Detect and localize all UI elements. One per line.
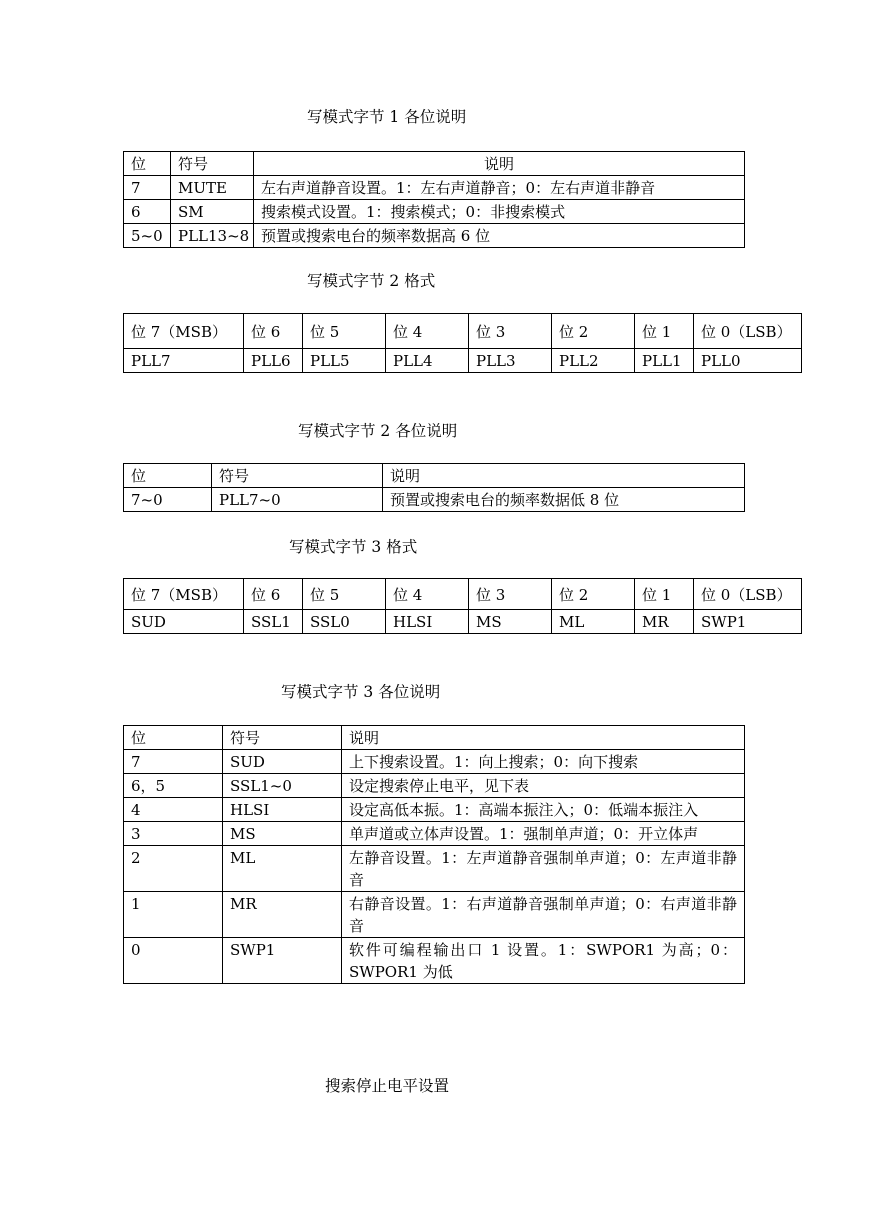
header-cell: 位 7（MSB）: [124, 579, 244, 610]
table-cell: PLL4: [386, 349, 469, 373]
header-cell: 位 0（LSB）: [694, 314, 802, 349]
table-cell: MS: [223, 822, 342, 846]
table-cell: PLL6: [244, 349, 303, 373]
table-cell: 4: [124, 798, 223, 822]
table-byte2-desc: [123, 463, 745, 512]
header-cell: 位 6: [244, 314, 303, 349]
table-cell: 7: [124, 750, 223, 774]
table-header-row: [124, 152, 745, 176]
table-row: [124, 938, 745, 984]
table-cell: SSL0: [303, 610, 386, 634]
table-header-row: [124, 726, 745, 750]
header-cell: 位 2: [552, 314, 635, 349]
table-cell: 3: [124, 822, 223, 846]
table-cell: 单声道或立体声设置。1：强制单声道；0：开立体声: [342, 822, 745, 846]
table-cell: PLL7~0: [212, 488, 383, 512]
table-cell: 7: [124, 176, 171, 200]
caption-byte1-desc: 写模式字节 1 各位说明: [307, 108, 467, 126]
header-cell: 位 6: [244, 579, 303, 610]
table-cell: 0: [124, 938, 223, 984]
table-cell: MR: [635, 610, 694, 634]
table-byte1-desc: [123, 151, 745, 248]
table-cell: 预置或搜索电台的频率数据高 6 位: [254, 224, 745, 248]
table-cell: PLL5: [303, 349, 386, 373]
table-cell: PLL3: [469, 349, 552, 373]
table-cell: SWP1: [694, 610, 802, 634]
table-row: [124, 846, 745, 892]
header-cell: 位 5: [303, 579, 386, 610]
table-cell: HLSI: [386, 610, 469, 634]
header-cell: 位 3: [469, 314, 552, 349]
table-cell: 2: [124, 846, 223, 892]
table-row: [124, 176, 745, 200]
table-cell: 搜索模式设置。1：搜索模式；0：非搜索模式: [254, 200, 745, 224]
table-cell: 预置或搜索电台的频率数据低 8 位: [383, 488, 745, 512]
table-cell: SSL1: [244, 610, 303, 634]
table-cell: SSL1~0: [223, 774, 342, 798]
table-row: [124, 349, 802, 373]
header-cell: 符号: [223, 726, 342, 750]
table-cell: SM: [171, 200, 254, 224]
header-cell: 位: [124, 464, 212, 488]
table-cell: 上下搜索设置。1：向上搜索；0：向下搜索: [342, 750, 745, 774]
table-cell: ML: [223, 846, 342, 892]
table-byte3-format: [123, 578, 802, 634]
table-header-row: [124, 314, 802, 349]
table-byte3-desc: [123, 725, 745, 984]
table-row: [124, 822, 745, 846]
table-header-row: [124, 464, 745, 488]
caption-byte3-format: 写模式字节 3 格式: [289, 538, 418, 556]
table-cell: MS: [469, 610, 552, 634]
table-row: [124, 488, 745, 512]
header-cell: 说明: [383, 464, 745, 488]
header-cell: 位 4: [386, 579, 469, 610]
table-header-row: [124, 579, 802, 610]
header-cell: 位 4: [386, 314, 469, 349]
header-cell: 位: [124, 726, 223, 750]
header-cell: 位: [124, 152, 171, 176]
table-cell: PLL7: [124, 349, 244, 373]
table-byte2-format: [123, 313, 802, 373]
caption-byte3-desc: 写模式字节 3 各位说明: [281, 683, 441, 701]
caption-byte2-desc: 写模式字节 2 各位说明: [298, 422, 458, 440]
table-cell: 右静音设置。1：右声道静音强制单声道；0：右声道非静音: [342, 892, 745, 938]
table-row: [124, 774, 745, 798]
header-cell: 符号: [171, 152, 254, 176]
table-row: [124, 224, 745, 248]
header-cell: 位 1: [635, 579, 694, 610]
table-row: [124, 750, 745, 774]
caption-byte2-format: 写模式字节 2 格式: [307, 272, 436, 290]
table-cell: 1: [124, 892, 223, 938]
caption-search-stop: 搜索停止电平设置: [325, 1077, 450, 1095]
table-cell: 设定高低本振。1：高端本振注入；0：低端本振注入: [342, 798, 745, 822]
header-cell: 位 5: [303, 314, 386, 349]
table-cell: PLL13~8: [171, 224, 254, 248]
table-cell: PLL1: [635, 349, 694, 373]
table-cell: ML: [552, 610, 635, 634]
header-cell: 位 1: [635, 314, 694, 349]
table-cell: MR: [223, 892, 342, 938]
table-cell: 左右声道静音设置。1：左右声道静音；0：左右声道非静音: [254, 176, 745, 200]
table-row: [124, 798, 745, 822]
table-cell: SWP1: [223, 938, 342, 984]
header-cell: 位 0（LSB）: [694, 579, 802, 610]
table-cell: 6: [124, 200, 171, 224]
table-cell: 左静音设置。1：左声道静音强制单声道；0：左声道非静音: [342, 846, 745, 892]
table-row: [124, 200, 745, 224]
table-cell: 软件可编程输出口 1 设置。1：SWPOR1 为高；0：SWPOR1 为低: [342, 938, 745, 984]
table-cell: PLL0: [694, 349, 802, 373]
table-cell: 5~0: [124, 224, 171, 248]
header-cell: 位 3: [469, 579, 552, 610]
table-row: [124, 610, 802, 634]
table-cell: HLSI: [223, 798, 342, 822]
table-cell: SUD: [223, 750, 342, 774]
header-cell: 说明: [254, 152, 745, 176]
table-cell: SUD: [124, 610, 244, 634]
table-cell: 6，5: [124, 774, 223, 798]
header-cell: 位 7（MSB）: [124, 314, 244, 349]
table-cell: 设定搜索停止电平，见下表: [342, 774, 745, 798]
header-cell: 符号: [212, 464, 383, 488]
header-cell: 说明: [342, 726, 745, 750]
table-cell: MUTE: [171, 176, 254, 200]
table-cell: 7~0: [124, 488, 212, 512]
table-cell: PLL2: [552, 349, 635, 373]
header-cell: 位 2: [552, 579, 635, 610]
table-row: [124, 892, 745, 938]
